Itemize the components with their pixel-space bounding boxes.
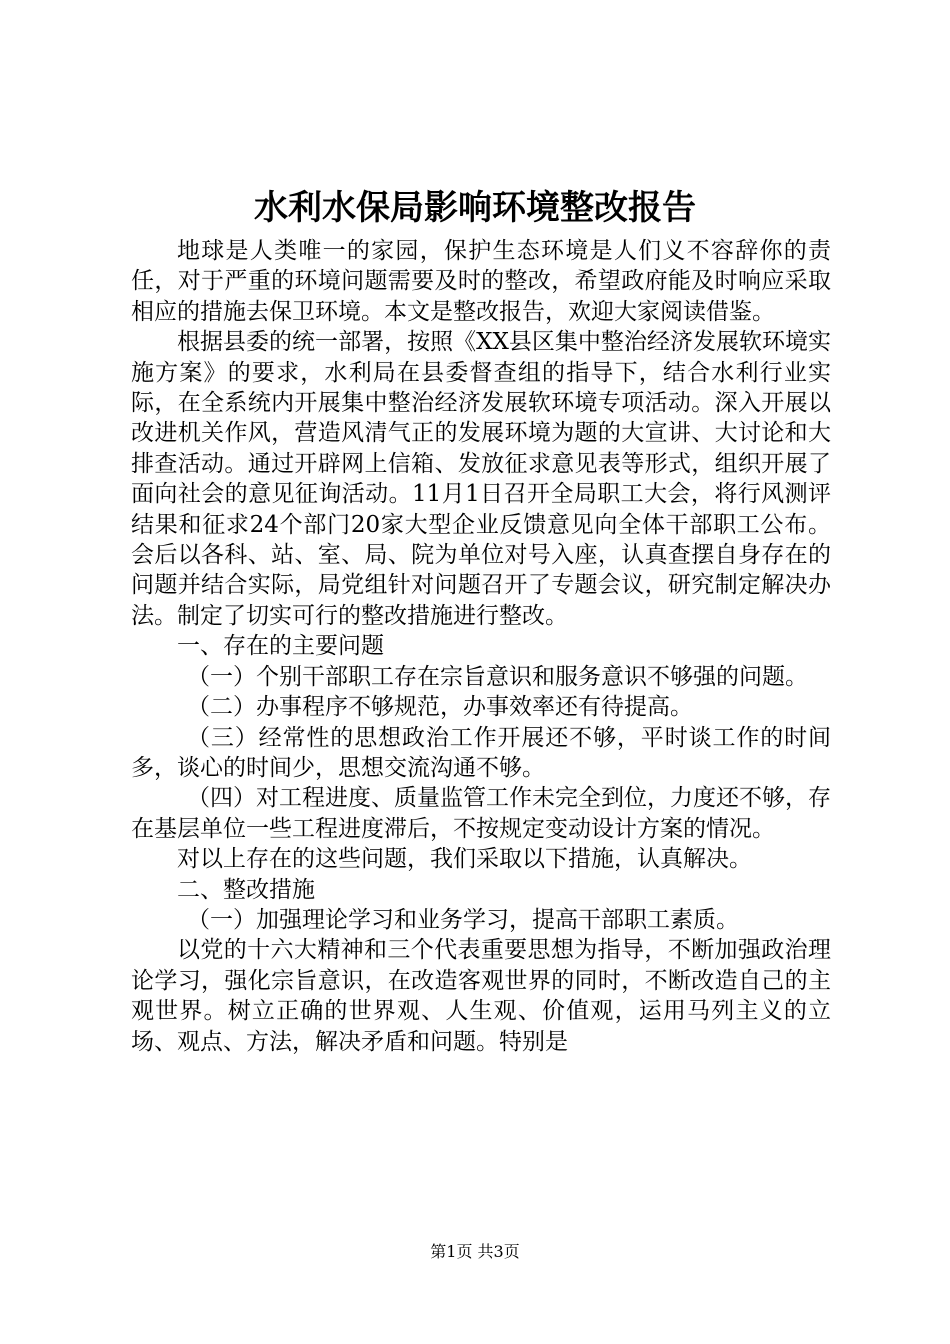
problem-item-2: （二）办事程序不够规范，办事效率还有待提高。: [187, 694, 693, 721]
page-number-footer: 第1页 共3页: [430, 1242, 520, 1261]
document-title: 水利水保局影响环境整改报告: [254, 188, 696, 228]
intro-paragraph: 地球是人类唯一的家园，保护生态环境是人们义不容辞你的责任，对于严重的环境问题需要及时的整改，希望政府能及时响应采取相应的措施去保卫环境。本文是整改报告，欢迎大家阅读借鉴。: [131, 238, 831, 325]
transition-paragraph: 对以上存在的这些问题，我们采取以下措施，认真解决。: [177, 846, 752, 873]
problem-item-4: （四）对工程进度、质量监管工作未完全到位，力度还不够，存在基层单位一些工程进度滞后，不按规定变动设计方案的情况。: [131, 785, 831, 842]
measure-detail-paragraph: 以党的十六大精神和三个代表重要思想为指导，不断加强政治理论学习，强化宗旨意识，在改造客观世界的同时，不断改造自己的主观世界。树立正确的世界观、人生观、价值观，运用马列主义的立场、观点、方法，解决矛盾和问题。特别是: [131, 937, 831, 1055]
problem-item-3: （三）经常性的思想政治工作开展还不够，平时谈工作的时间多，谈心的时间少，思想交流沟通不够。: [131, 724, 831, 781]
section-heading-measures: 二、整改措施: [177, 876, 315, 903]
problem-item-1: （一）个别干部职工存在宗旨意识和服务意识不够强的问题。: [187, 663, 808, 690]
measure-item-1: （一）加强理论学习和业务学习，提高干部职工素质。: [187, 906, 739, 933]
background-paragraph: 根据县委的统一部署，按照《XX县区集中整治经济发展软环境实施方案》的要求，水利局在县委督查组的指导下，结合水利行业实际，在全系统内开展集中整治经济发展软环境专项活动。深入开展以改进机关作风，营造风清气正的发展环境为题的大宣讲、大讨论和大排查活动。通过开辟网上信箱、发放征求意见表等形式，组织开展了面向社会的意见征询活动。11月1日召开全局职工大会，将行风测评结果和征求24个部门20家大型企业反馈意见向全体干部职工公布。会后以各科、站、室、局、院为单位对号入座，认真查摆自身存在的问题并结合实际，局党组针对问题召开了专题会议，研究制定解决办法。制定了切实可行的整改措施进行整改。: [131, 329, 831, 629]
document-body: [131, 236, 831, 1057]
section-heading-problems: 一、存在的主要问题: [177, 633, 384, 660]
